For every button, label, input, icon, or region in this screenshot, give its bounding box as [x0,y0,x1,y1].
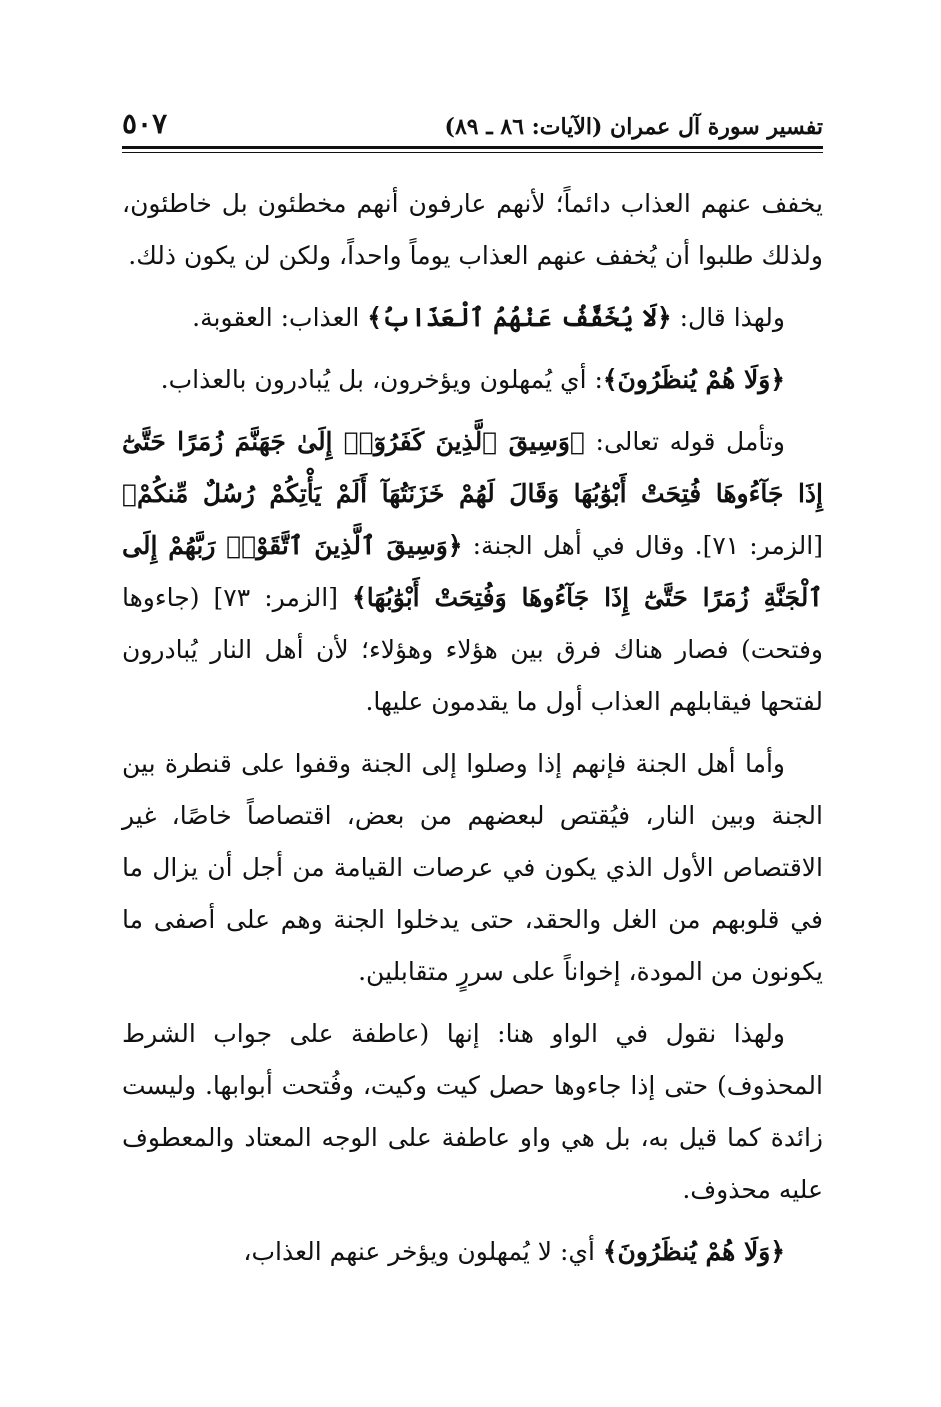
text-run: أي: لا يُمهلون ويؤخر عنهم العذاب، [243,1237,603,1266]
text-run: العذاب: العقوبة. [192,303,368,332]
text-run: وتأمل قوله تعالى: [584,427,785,456]
quran-verse: ﴿لَا يُخَفَّفُ عَنْهُمُ ٱلْعَذَابُ﴾ [367,303,672,332]
paragraph [122,1226,823,1278]
text-run: ولهذا نقول في الواو هنا: إنها (عاطفة على جواب الشرط المحذوف) حتى إذا جاءوها حصل كيت وكيت، وفُتحت أبوابها. وليست زائدة كما قيل به، بل هي واو عاطفة على الوجه المعتاد والمعطوف عليه محذوف. [122,1019,823,1204]
quran-verse: ﴿وَلَا هُمْ يُنظَرُونَ﴾ [602,365,785,394]
text-run: وأما أهل الجنة فإنهم إذا وصلوا إلى الجنة وقفوا على قنطرة بين الجنة وبين النار، فيُقتص لبعضهم من بعض، اقتصاصاً خاصًا، غير الاقتصاص الأول الذي يكون في عرصات القيامة من أجل أن يزال ما في قلوبهم من الغل والحقد، حتى يدخلوا الجنة وهم على أصفى ما يكونون من المودة، إخواناً على سررٍ متقابلين. [122,749,823,986]
quran-verse: ﴿وَسِيقَ ٱلَّذِينَ ٱتَّقَوْا۟ رَبَّهُمْ إِلَى ٱلْجَنَّةِ زُمَرًا حَتَّىٰٓ إِذَا جَآءُوهَا وَفُتِحَتْ أَبْوَٰبُهَا﴾ [122,531,824,612]
paragraph [122,416,823,728]
paragraph [122,292,823,344]
running-title: تفسير سورة آل عمران (الآيات: ٨٦ ـ ٨٩) [444,114,823,140]
page-header [122,100,823,140]
paragraph [122,178,823,282]
quran-verse: ﴿وَلَا هُمْ يُنظَرُونَ﴾ [602,1237,785,1266]
header-rule-thin [122,152,823,153]
body-text [122,178,823,1288]
text-run: ولهذا قال: [671,303,785,332]
paragraph [122,738,823,998]
quran-verse: ﴿وَسِيقَ ٱلَّذِينَ كَفَرُوٓا۟ إِلَىٰ جَهَنَّمَ زُمَرًا حَتَّىٰٓ إِذَا جَآءُوهَا فُتِحَتْ أَبْوَٰبُهَا وَقَالَ لَهُمْ خَزَنَتُهَآ أَلَمْ يَأْتِكُمْ رُسُلٌ مِّنكُمْ﴾ [122,427,823,508]
paragraph [122,1008,823,1216]
text-run: : أي يُمهلون ويؤخرون، بل يُبادرون بالعذاب. [160,365,603,394]
text-run: يخفف عنهم العذاب دائماً؛ لأنهم عارفون أنهم مخطئون بل خاطئون، ولذلك طلبوا أن يُخفف عنهم العذاب يوماً واحداً، ولكن لن يكون ذلك. [122,189,823,270]
header-rule [122,146,823,149]
page-number: ٥٠٧ [122,107,168,140]
text-run: [الزمر: ٧١]. وقال في أهل الجنة: [462,531,823,560]
text-run: [الزمر: ٧٣] (جاءوها وفتحت) فصار هناك فرق بين هؤلاء وهؤلاء؛ لأن أهل النار يُبادرون لفتحها فيقابلهم العذاب أول ما يقدمون عليها. [122,583,823,716]
paragraph [122,354,823,406]
